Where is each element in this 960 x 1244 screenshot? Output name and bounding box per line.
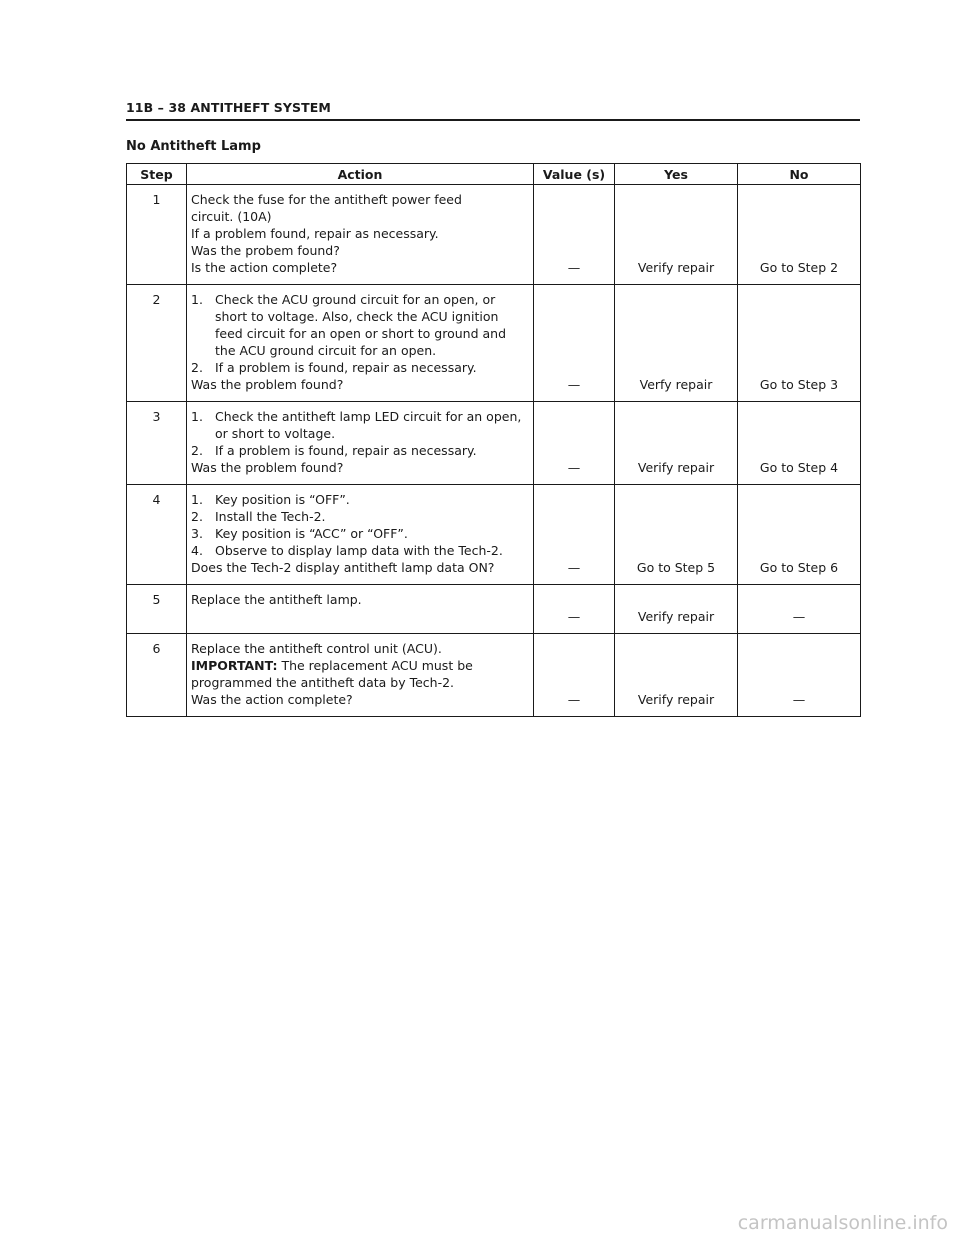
step-number: 3 bbox=[127, 402, 187, 485]
yes-cell: Verify repair bbox=[615, 185, 738, 285]
action-spacer bbox=[191, 608, 529, 625]
value-cell: — bbox=[534, 285, 615, 402]
action-text: Was the probem found? bbox=[191, 243, 340, 258]
header-step: Step bbox=[127, 164, 187, 185]
action-item bbox=[191, 542, 529, 559]
value-cell: — bbox=[534, 634, 615, 717]
table-row bbox=[127, 485, 861, 585]
important-note bbox=[191, 657, 529, 674]
action-question: Does the Tech-2 display antitheft lamp data ON? bbox=[191, 560, 495, 575]
action-item bbox=[191, 359, 529, 376]
item-number: 3. bbox=[191, 526, 203, 541]
no-cell: — bbox=[738, 634, 861, 717]
item-number: 2. bbox=[191, 360, 203, 375]
item-text: Key position is “OFF”. bbox=[215, 492, 350, 507]
action-item bbox=[191, 408, 529, 442]
header-value: Value (s) bbox=[534, 164, 615, 185]
value-cell: — bbox=[534, 185, 615, 285]
watermark: carmanualsonline.info bbox=[737, 1212, 948, 1234]
section-title: No Antitheft Lamp bbox=[126, 139, 261, 154]
step-number: 5 bbox=[127, 585, 187, 634]
action-item bbox=[191, 442, 529, 459]
item-text: Check the ACU ground circuit for an open, or short to voltage. Also, check the ACU ignition feed circuit for an open or short to ground and the ACU ground circuit for an open. bbox=[215, 292, 507, 358]
step-number: 4 bbox=[127, 485, 187, 585]
action-cell bbox=[187, 402, 534, 485]
action-text: Check the fuse for the antitheft power feed bbox=[191, 192, 462, 207]
item-text: If a problem is found, repair as necessary. bbox=[215, 443, 477, 458]
action-text: Replace the antitheft lamp. bbox=[191, 592, 362, 607]
action-text: programmed the antitheft data by Tech-2. bbox=[191, 675, 455, 690]
yes-cell: Verify repair bbox=[615, 634, 738, 717]
yes-cell: Verify repair bbox=[615, 585, 738, 634]
important-label: IMPORTANT: bbox=[191, 658, 278, 673]
header-action: Action bbox=[187, 164, 534, 185]
action-question: Was the problem found? bbox=[191, 377, 344, 392]
table-row bbox=[127, 634, 861, 717]
header-no: No bbox=[738, 164, 861, 185]
action-item bbox=[191, 525, 529, 542]
item-text: Key position is “ACC” or “OFF”. bbox=[215, 526, 408, 541]
header-yes: Yes bbox=[615, 164, 738, 185]
header-rule bbox=[126, 119, 860, 121]
no-cell: Go to Step 4 bbox=[738, 402, 861, 485]
item-text: Install the Tech-2. bbox=[215, 509, 326, 524]
table-header-row bbox=[127, 164, 861, 185]
table-row bbox=[127, 285, 861, 402]
item-text: If a problem is found, repair as necessary. bbox=[215, 360, 477, 375]
table-row bbox=[127, 402, 861, 485]
item-text: Observe to display lamp data with the Tech-2. bbox=[215, 543, 503, 558]
item-number: 1. bbox=[191, 292, 203, 307]
action-question: Was the action complete? bbox=[191, 692, 353, 707]
no-cell: Go to Step 6 bbox=[738, 485, 861, 585]
no-cell: Go to Step 3 bbox=[738, 285, 861, 402]
page-header: 11B – 38 ANTITHEFT SYSTEM bbox=[126, 100, 331, 115]
table-row bbox=[127, 585, 861, 634]
action-cell bbox=[187, 485, 534, 585]
no-cell: — bbox=[738, 585, 861, 634]
yes-cell: Verfy repair bbox=[615, 285, 738, 402]
value-cell: — bbox=[534, 585, 615, 634]
action-cell bbox=[187, 285, 534, 402]
item-number: 2. bbox=[191, 509, 203, 524]
value-cell: — bbox=[534, 485, 615, 585]
action-question: Is the action complete? bbox=[191, 260, 338, 275]
table-row bbox=[127, 185, 861, 285]
step-number: 1 bbox=[127, 185, 187, 285]
yes-cell: Verify repair bbox=[615, 402, 738, 485]
yes-cell: Go to Step 5 bbox=[615, 485, 738, 585]
important-text: The replacement ACU must be bbox=[277, 658, 473, 673]
action-cell bbox=[187, 185, 534, 285]
item-number: 2. bbox=[191, 443, 203, 458]
diagnostic-table bbox=[126, 163, 861, 717]
no-cell: Go to Step 2 bbox=[738, 185, 861, 285]
value-cell: — bbox=[534, 402, 615, 485]
action-item bbox=[191, 508, 529, 525]
item-number: 1. bbox=[191, 492, 203, 507]
action-cell bbox=[187, 634, 534, 717]
action-item bbox=[191, 491, 529, 508]
action-text: Replace the antitheft control unit (ACU). bbox=[191, 641, 442, 656]
action-text: circuit. (10A) bbox=[191, 209, 272, 224]
step-number: 2 bbox=[127, 285, 187, 402]
step-number: 6 bbox=[127, 634, 187, 717]
item-text: Check the antitheft lamp LED circuit for an open, or short to voltage. bbox=[215, 409, 522, 441]
action-cell bbox=[187, 585, 534, 634]
action-item bbox=[191, 291, 529, 359]
item-number: 4. bbox=[191, 543, 203, 558]
action-question: Was the problem found? bbox=[191, 460, 344, 475]
action-text: If a problem found, repair as necessary. bbox=[191, 226, 439, 241]
item-number: 1. bbox=[191, 409, 203, 424]
